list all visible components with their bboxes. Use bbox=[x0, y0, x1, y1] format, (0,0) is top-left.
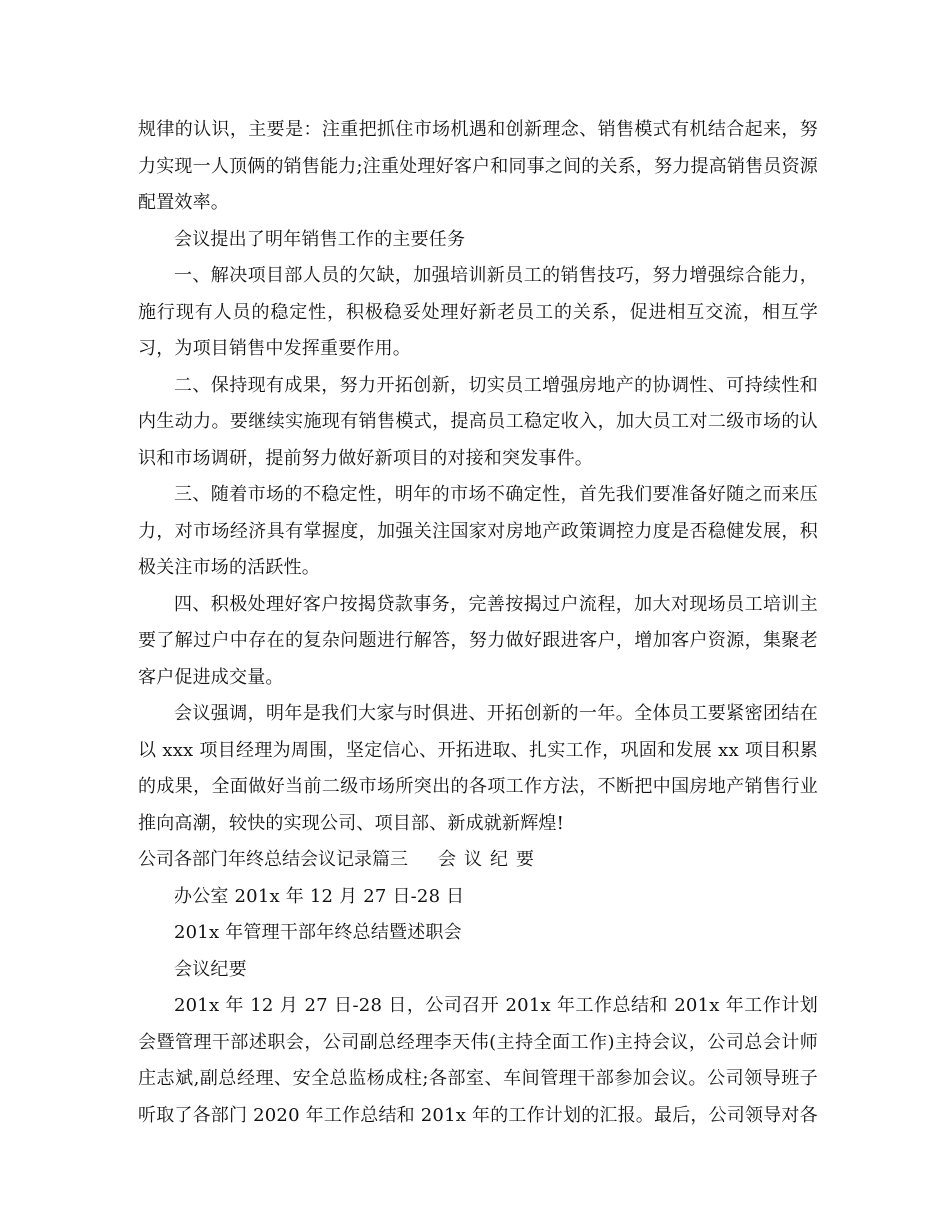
paragraph-sales-law: 规律的认识，主要是：注重把抓住市场机遇和创新理念、销售模式有机结合起来，努力实现一人顶俩的销售能力;注重处理好客户和同事之间的关系，努力提高销售员资源配置效率。 bbox=[138, 119, 818, 213]
paragraph-task-four: 四、积极处理好客户按揭贷款事务，完善按揭过户流程，加大对现场员工培训主要了解过户中存在的复杂问题进行解答，努力做好跟进客户，增加客户资源，集聚老客户促进成交量。 bbox=[138, 593, 818, 688]
paragraph-task-three: 三、随着市场的不稳定性，明年的市场不确定性，首先我们要准备好随之而来压力，对市场经济具有掌握度，加强关注国家对房地产政策调控力度是否稳健发展，积极关注市场的活跃性。 bbox=[138, 484, 818, 578]
paragraph-minutes-label: 会议纪要 bbox=[174, 958, 247, 980]
paragraph-main-tasks-intro: 会议提出了明年销售工作的主要任务 bbox=[174, 228, 466, 250]
section-heading-tail: 会议纪要 bbox=[438, 849, 542, 870]
paragraph-task-one: 一、解决项目部人员的欠缺，加强培训新员工的销售技巧，努力增强综合能力，施行现有人员的稳定性，积极稳妥处理好新老员工的关系，促进相互交流，相互学习，为项目销售中发挥重要作用。 bbox=[138, 265, 818, 359]
paragraph-task-two: 二、保持现有成果，努力开拓创新，切实员工增强房地产的协调性、可持续性和内生动力。要继续实施现有销售模式，提高员工稳定收入，加大员工对二级市场的认识和市场调研，提前努力做好新项目的对接和突发事件。 bbox=[138, 374, 818, 469]
paragraph-meeting-emphasis: 会议强调，明年是我们大家与时俱进、开拓创新的一年。全体员工要紧密团结在以 xxx 项目经理为周围，坚定信心、开拓进取、扎实工作，巩固和发展 xx 项目积累的成果，全面做好当前二级市场所突出的各项工作方法，不断把中国房地产销售行业推向高潮，较快的实现公司、项目部、新成就新辉煌! bbox=[138, 703, 818, 834]
paragraph-meeting-title: 201x 年管理干部年终总结暨述职会 bbox=[174, 922, 462, 943]
section-heading bbox=[138, 842, 818, 879]
document-body bbox=[138, 112, 818, 1134]
paragraph-office-date: 办公室 201x 年 12 月 27 日-28 日 bbox=[174, 885, 465, 907]
section-heading-title: 公司各部门年终总结会议记录篇三 bbox=[138, 849, 408, 870]
paragraph-meeting-summary: 201x 年 12 月 27 日-28 日，公司召开 201x 年工作总结和 201x 年工作计划会暨管理干部述职会，公司副总经理李天伟(主持全面工作)主持会议，公司总会计师庄志斌,副总经理、安全总监杨成柱;各部室、车间管理干部参加会议。公司领导班子听取了各部门 2020 年工作总结和 201x 年的工作计划的汇报。最后，公司领导对各 bbox=[138, 995, 818, 1126]
